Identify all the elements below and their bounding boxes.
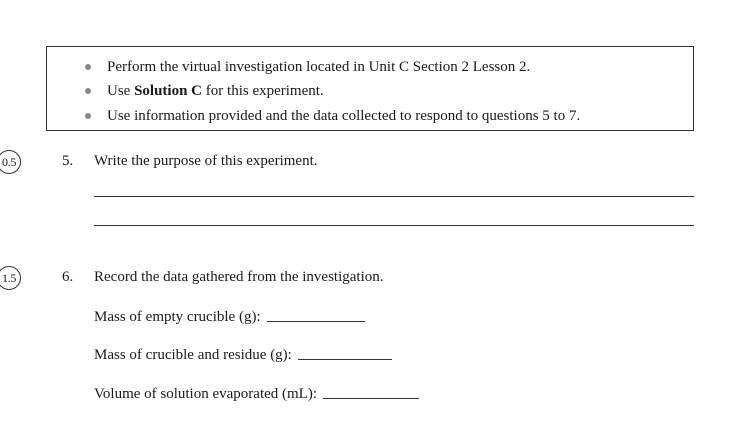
answer-blank[interactable] xyxy=(267,307,365,322)
answer-line[interactable] xyxy=(94,225,694,226)
instruction-text: Use information provided and the data collected to respond to questions 5 to 7. xyxy=(107,108,581,124)
answer-blank[interactable] xyxy=(323,384,419,399)
bullet-icon xyxy=(85,64,91,70)
solution-label: Solution C xyxy=(134,83,203,99)
data-field-row xyxy=(94,384,419,404)
data-field-row xyxy=(94,307,365,327)
data-field-row xyxy=(94,345,392,365)
marks-badge: 0.5 xyxy=(0,150,21,174)
instruction-prefix: Use xyxy=(107,83,135,99)
instruction-item xyxy=(47,57,693,77)
instructions-box xyxy=(46,46,694,131)
question-number: 5. xyxy=(62,153,74,169)
field-label: Mass of empty crucible (g): xyxy=(94,309,261,325)
instruction-suffix: for this experiment. xyxy=(202,83,324,99)
field-label: Volume of solution evaporated (mL): xyxy=(94,386,318,402)
question-number: 6. xyxy=(62,269,74,285)
marks-badge: 1.5 xyxy=(0,266,21,290)
field-label: Mass of crucible and residue (g): xyxy=(94,347,292,363)
instruction-item xyxy=(47,81,693,101)
instruction-item xyxy=(47,106,693,126)
question-text: Record the data gathered from the investigation. xyxy=(94,269,384,285)
question-text: Write the purpose of this experiment. xyxy=(94,153,318,169)
instruction-text xyxy=(107,81,324,101)
answer-blank[interactable] xyxy=(298,345,392,360)
bullet-icon xyxy=(85,88,91,94)
answer-line[interactable] xyxy=(94,196,694,197)
instruction-text: Perform the virtual investigation located in Unit C Section 2 Lesson 2. xyxy=(107,59,531,75)
bullet-icon xyxy=(85,113,91,119)
